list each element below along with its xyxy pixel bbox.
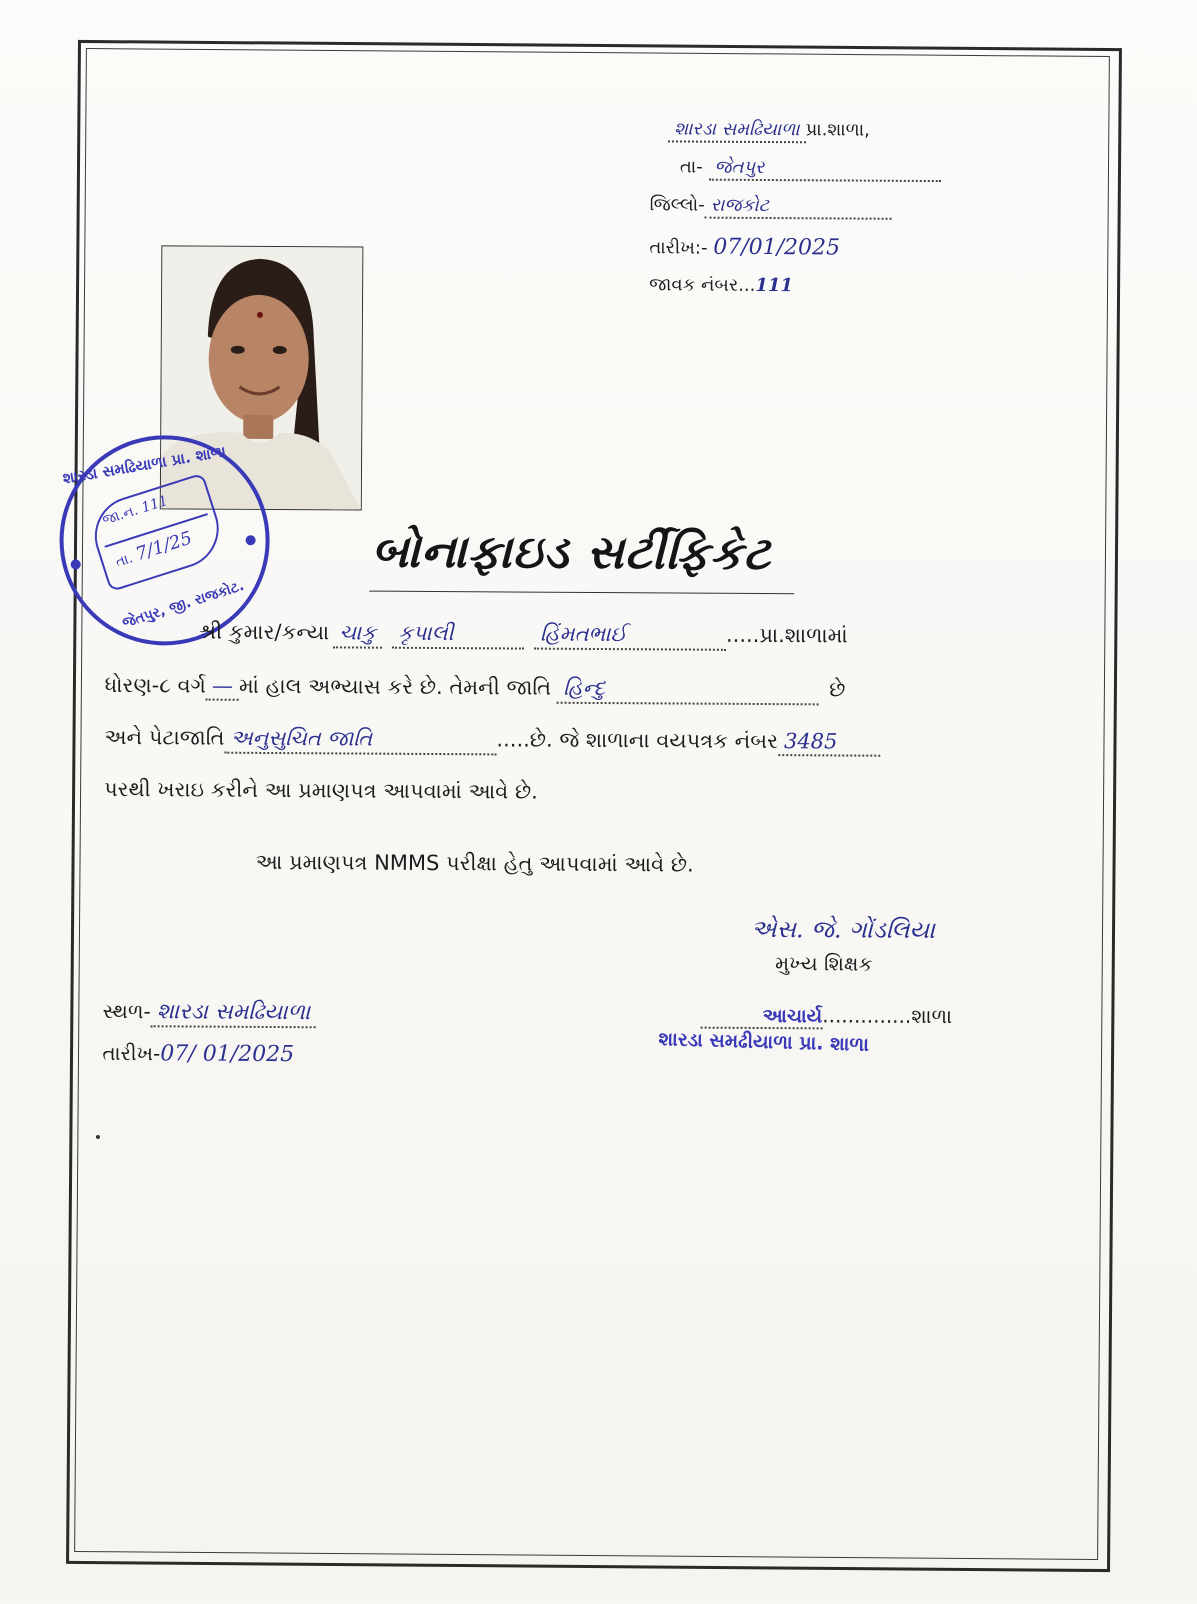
- body-student-name: કૃપાલી: [392, 621, 524, 650]
- body-line-2: [105, 673, 846, 706]
- principal-seal-text: આચાર્ય: [701, 1003, 823, 1030]
- header-district-hand: રાજકોટ: [705, 195, 892, 220]
- header-taluka-label: તા-: [679, 156, 703, 178]
- header-district: [650, 194, 892, 219]
- principal-suffix: ..............શાળા: [822, 1003, 953, 1029]
- stray-dot: [96, 1135, 100, 1139]
- stamp-date-label: તા.: [113, 550, 135, 571]
- stamp-date-hand: 7/1/25: [133, 527, 195, 566]
- title-underline: [369, 591, 794, 595]
- principal-line: [701, 1003, 953, 1029]
- header-date-label: તારીખ:-: [649, 237, 708, 259]
- footer-date-label: તારીખ-: [102, 1040, 161, 1066]
- header-school-suffix: પ્રા.શાળા,: [805, 119, 870, 141]
- header-school-hand: શારડા સમઢિયાળા: [668, 118, 806, 143]
- signature-name: એસ. જે. ગોંડલિયા: [751, 914, 936, 945]
- header-taluka: [680, 156, 941, 182]
- body-line-4: પરથી ખરાઇ કરીને આ પ્રમાણપત્ર આપવામાં આવે છે.: [103, 776, 538, 804]
- footer-place: [103, 999, 317, 1028]
- footer-date: [102, 1041, 294, 1067]
- body-class: —: [206, 674, 239, 701]
- stamp-inner-box: [85, 473, 229, 593]
- header-school: [668, 118, 870, 143]
- body-l2-mid: માં હાલ અભ્યાસ કરે છે. તેમની જાતિ: [238, 673, 552, 700]
- body-l3-prefix: અને પેટાજાતિ: [104, 724, 225, 750]
- body-l2-suffix: છે: [829, 677, 846, 702]
- school-seal-text: શારડા સમઢીયાળા પ્રા. શાળા: [658, 1028, 870, 1056]
- stamp-dot-right: [244, 534, 257, 547]
- footer-place-label: સ્થળ-: [102, 998, 151, 1024]
- body-line-3: [104, 725, 880, 758]
- body-caste: હિન્દુ: [557, 676, 819, 706]
- header-outward-label: જાવક નંબર...: [649, 274, 756, 296]
- footer-place-hand: શારડા સમઢિયાળા: [151, 999, 317, 1028]
- body-student-surname: ચાકુ: [333, 620, 382, 648]
- body-subcaste: અનુસુચિત જાતિ: [224, 726, 496, 756]
- stamp-no-hand: 111: [139, 492, 170, 517]
- stamp-ring-bottom: જેતપુર, જી. રાજકોટ.: [120, 577, 247, 632]
- header-outward: [649, 274, 793, 296]
- body-l3-mid: .....છે. જે શાળાના વયપત્રક નંબર: [496, 727, 779, 754]
- body-l1-prefix: શ્રી કુમાર/કન્યા: [198, 619, 330, 645]
- signature-role: મુખ્ય શિક્ષક: [774, 951, 873, 976]
- header-date-hand: 07/01/2025: [713, 234, 841, 261]
- certificate-title: બોનાફાઇડ સર્ટીફિકેટ: [371, 523, 772, 581]
- body-line-5: આ પ્રમાણપત્ર NMMS પરીક્ષા હેતુ આપવામાં આવે છે.: [255, 849, 694, 877]
- header-district-label: જિલ્લો-: [649, 194, 705, 216]
- stamp-date-row: [113, 528, 195, 572]
- body-l2-prefix: ધોરણ-૮ વર્ગ: [104, 672, 207, 698]
- header-taluka-hand: જેતપુર: [708, 157, 940, 182]
- stamp-no-label: જા.ન.: [100, 502, 141, 529]
- stamp-ring-top: શારડા સમઢિયાળા પ્રા. શાળા: [61, 442, 228, 488]
- body-register-number: 3485: [778, 729, 880, 757]
- header-date: [649, 234, 840, 260]
- body-father-name: હિંમતભાઈ: [534, 622, 726, 651]
- body-l1-suffix: .....પ્રા.શાળામાં: [725, 622, 848, 648]
- stamp-no-row: [100, 493, 169, 529]
- stamp-dot-left: [69, 558, 82, 571]
- header-outward-hand: 111: [755, 274, 794, 297]
- body-line-1: [199, 620, 848, 652]
- footer-date-hand: 07/ 01/2025: [160, 1041, 295, 1068]
